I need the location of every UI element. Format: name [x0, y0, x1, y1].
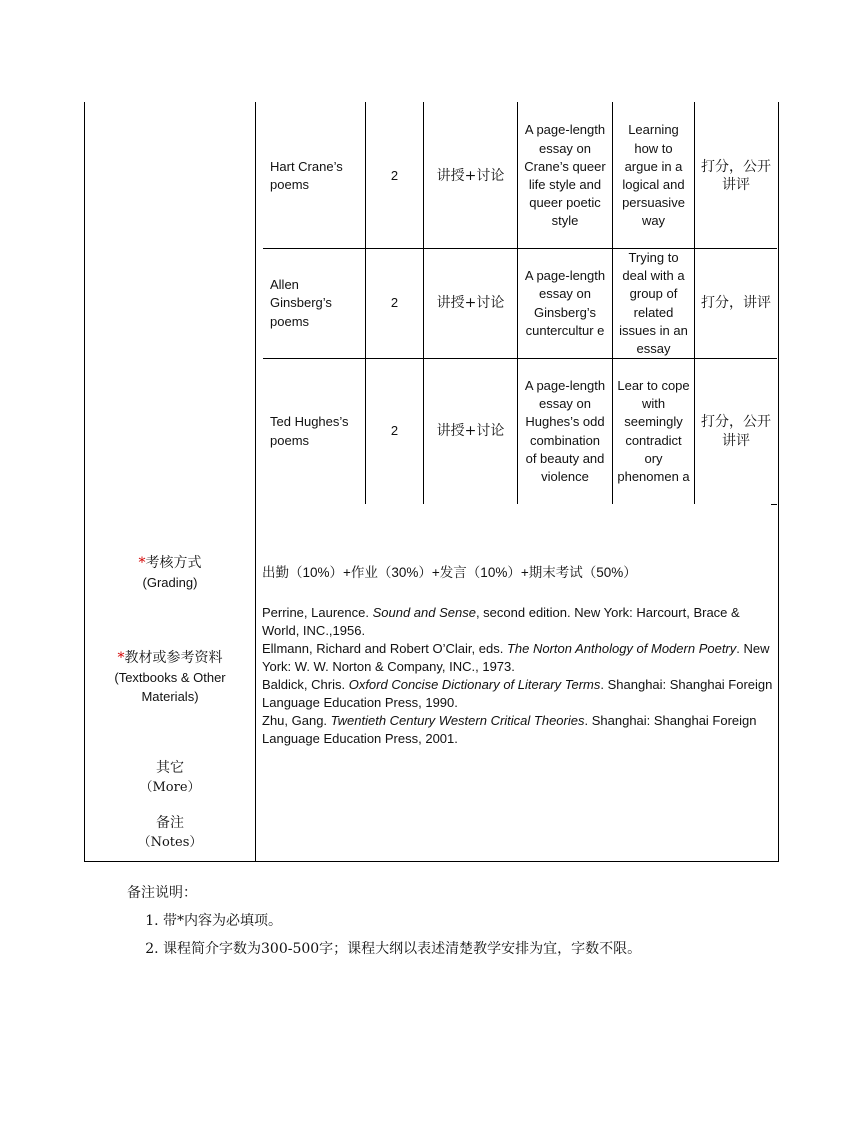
table-right-border — [778, 102, 779, 862]
objective-cell: Learning how to argue in a logical and persuasive way — [622, 122, 685, 229]
reference-item: Ellmann, Richard and Robert O’Clair, eds. The Norton Anthology of Modern Poetry. New York: W. W. Norton & Company, INC., 1973. — [262, 641, 770, 674]
other-label-en: （More） — [139, 780, 201, 795]
materials-label — [85, 649, 255, 706]
grading-value: 出勤（10%）+作业（30%）+发言（10%）+期末考试（50%） — [262, 565, 637, 580]
materials-label-cn: 教材或参考资料 — [124, 650, 223, 666]
method-cell: 讲授+讨论 — [436, 423, 505, 440]
method-cell: 讲授+讨论 — [436, 167, 505, 184]
inner-end-tick — [771, 504, 777, 505]
hours-cell: 2 — [390, 167, 399, 183]
objective-cell: Trying to deal with a group of related issues in an essay — [619, 249, 688, 356]
topic-cell: Hart Crane’s poems — [270, 158, 343, 192]
footnote-item: 1. 带*内容为必填项。 — [163, 907, 641, 935]
assignment-cell: A page-length essay on Ginsberg’s cuntercultur e — [524, 268, 606, 338]
assignment-cell: A page-length essay on Crane’s queer life style and queer poetic style — [524, 122, 606, 229]
footnotes-title: 备注说明： — [127, 885, 197, 901]
footnotes — [127, 879, 641, 963]
table-left-border — [84, 102, 85, 862]
reference-item: Perrine, Laurence. Sound and Sense, second edition. New York: Harcourt, Brace & World, INC.,1956. — [262, 605, 740, 638]
other-label — [85, 759, 255, 797]
notes-label — [85, 814, 255, 852]
required-star: * — [138, 555, 146, 571]
table-divider — [255, 102, 256, 862]
topic-cell: Ted Hughes’s poems — [270, 414, 349, 448]
evaluation-cell: 打分，讲评 — [701, 295, 771, 312]
table-bottom-border — [84, 861, 779, 862]
hours-cell: 2 — [390, 423, 399, 439]
notes-label-en: （Notes） — [137, 835, 203, 850]
reference-item: Zhu, Gang. Twentieth Century Western Critical Theories. Shanghai: Shanghai Foreign Language Education Press, 2001. — [262, 713, 757, 746]
evaluation-cell: 打分，公开讲评 — [701, 414, 771, 449]
hours-cell: 2 — [390, 295, 399, 311]
evaluation-cell: 打分，公开讲评 — [701, 158, 771, 193]
notes-label-cn: 备注 — [156, 815, 184, 831]
other-label-cn: 其它 — [156, 760, 184, 776]
inner-col-line — [694, 102, 695, 504]
method-cell: 讲授+讨论 — [436, 295, 505, 312]
reference-item: Baldick, Chris. Oxford Concise Dictionary of Literary Terms. Shanghai: Shanghai Foreign Language Education Press, 1990. — [262, 677, 773, 710]
assignment-cell: A page-length essay on Hughes’s odd combination of beauty and violence — [524, 377, 606, 484]
objective-cell: Lear to cope with seemingly contradict ory phenomen a — [617, 377, 690, 484]
materials-label-en: (Textbooks & Other Materials) — [114, 670, 226, 704]
inner-col-line — [517, 102, 518, 504]
inner-col-line — [612, 102, 613, 504]
grading-label-cn: 考核方式 — [145, 555, 202, 571]
reference-list — [262, 604, 774, 748]
required-star: * — [117, 650, 125, 666]
grading-label — [85, 554, 255, 592]
footnote-item: 2. 课程简介字数为300-500字；课程大纲以表述清楚教学安排为宜，字数不限。 — [163, 935, 641, 963]
grading-label-en: (Grading) — [142, 575, 198, 590]
topic-cell: Allen Ginsberg’s poems — [270, 277, 332, 329]
